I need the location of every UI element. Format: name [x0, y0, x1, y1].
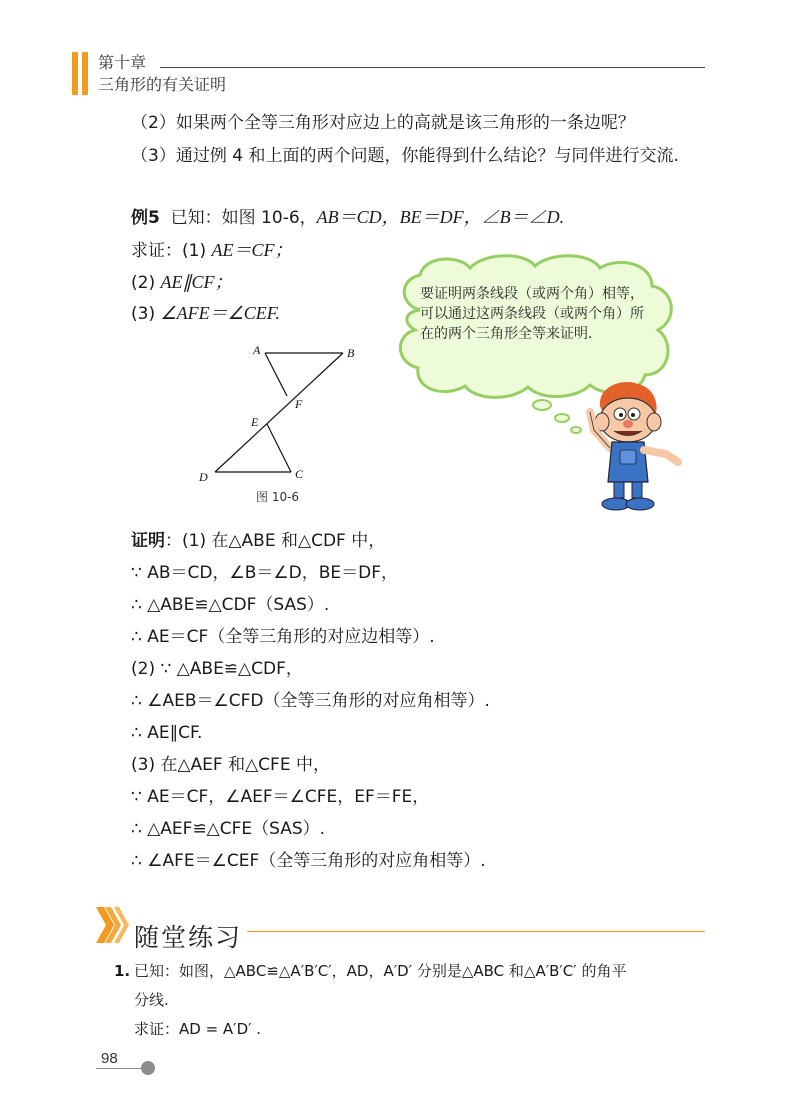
chapter-title: 第十章 [98, 53, 147, 72]
exercise-item-line-1: 已知：如图，△ABC≌△A′B′C′，AD，A′D′ 分别是△ABC 和△A′B′C′ 的角平 [134, 962, 627, 980]
label-a: A [253, 343, 261, 357]
header-bar-left [72, 52, 78, 95]
proof-line-10: ∴ △AEF≌△CFE（SAS）. [131, 819, 326, 839]
label-f: F [295, 397, 303, 411]
example-given-prefix: 已知：如图 10-6， [170, 208, 317, 228]
segment-af [265, 353, 287, 396]
exercise-rule [247, 931, 705, 932]
proof-line-1 [131, 530, 385, 552]
label-d: D [199, 470, 208, 484]
prove-1: AE＝CF； [211, 240, 293, 260]
figure-10-6 [195, 340, 365, 490]
question-2: （2）如果两个全等三角形对应边上的高就是该三角形的一条边呢？ [131, 113, 635, 133]
page-number: 98 [101, 1050, 118, 1067]
prove-line-2 [131, 271, 232, 294]
chevron-arrows-icon [94, 905, 134, 945]
example-given [131, 206, 564, 229]
proof-line-3: ∴ △ABE≌△CDF（SAS）. [131, 595, 330, 615]
page-dot [141, 1061, 155, 1075]
chapter-subtitle: 三角形的有关证明 [98, 75, 227, 94]
header-rule [160, 67, 705, 68]
cartoon-character-icon [578, 378, 688, 513]
label-e: E [251, 415, 259, 429]
proof-line-5: (2) ∵ △ABE≌△CDF， [131, 659, 303, 679]
proof-line-1-text: ：(1) 在△ABE 和△CDF 中， [165, 531, 386, 551]
proof-line-4: ∴ AE＝CF（全等三角形的对应边相等）. [131, 627, 435, 647]
segment-bd [215, 353, 343, 472]
label-b: B [347, 346, 355, 360]
label-c: C [295, 467, 304, 481]
page-rule [96, 1068, 141, 1069]
prove-line-1 [131, 239, 292, 262]
prove-prefix: 求证：(1) [131, 241, 212, 261]
segment-ce [267, 424, 291, 472]
prove-3: ∠AFE＝∠CEF. [160, 303, 280, 323]
exercise-title: 随堂练习 [134, 923, 243, 952]
proof-line-11: ∴ ∠AFE＝∠CEF（全等三角形的对应角相等）. [131, 851, 486, 871]
proof-line-8: (3) 在△AEF 和△CFE 中， [131, 755, 330, 775]
exercise-item-line-2: 分线. [134, 991, 169, 1009]
bubble-text: 要证明两条线段（或两个角）相等，可以通过这两条线段（或两个角）所在的两个三角形全等来证明. [420, 286, 644, 342]
proof-label: 证明 [131, 531, 165, 551]
prove-line-3 [131, 302, 280, 325]
header-bar-right [82, 52, 88, 95]
proof-line-9: ∵ AE＝CF，∠AEF＝∠CFE，EF＝FE， [131, 787, 430, 807]
proof-line-7: ∴ AE∥CF. [131, 723, 203, 743]
proof-line-2: ∵ AB＝CD，∠B＝∠D，BE＝DF， [131, 563, 398, 583]
proof-line-6: ∴ ∠AEB＝∠CFD（全等三角形的对应角相等）. [131, 691, 490, 711]
exercise-item-line-3: 求证：AD = A′D′ . [134, 1020, 262, 1038]
prove-2: AE∥CF； [160, 272, 233, 292]
prove-3-prefix: (3) [131, 304, 161, 324]
example-label: 例5 [131, 208, 160, 228]
figure-caption: 图 10-6 [256, 490, 300, 504]
prove-2-prefix: (2) [131, 273, 161, 293]
question-3: （3）通过例 4 和上面的两个问题，你能得到什么结论？与同伴进行交流. [131, 146, 679, 166]
example-given-math: AB＝CD，BE＝DF，∠B＝∠D. [316, 207, 565, 227]
exercise-item-number: 1. [114, 962, 131, 980]
